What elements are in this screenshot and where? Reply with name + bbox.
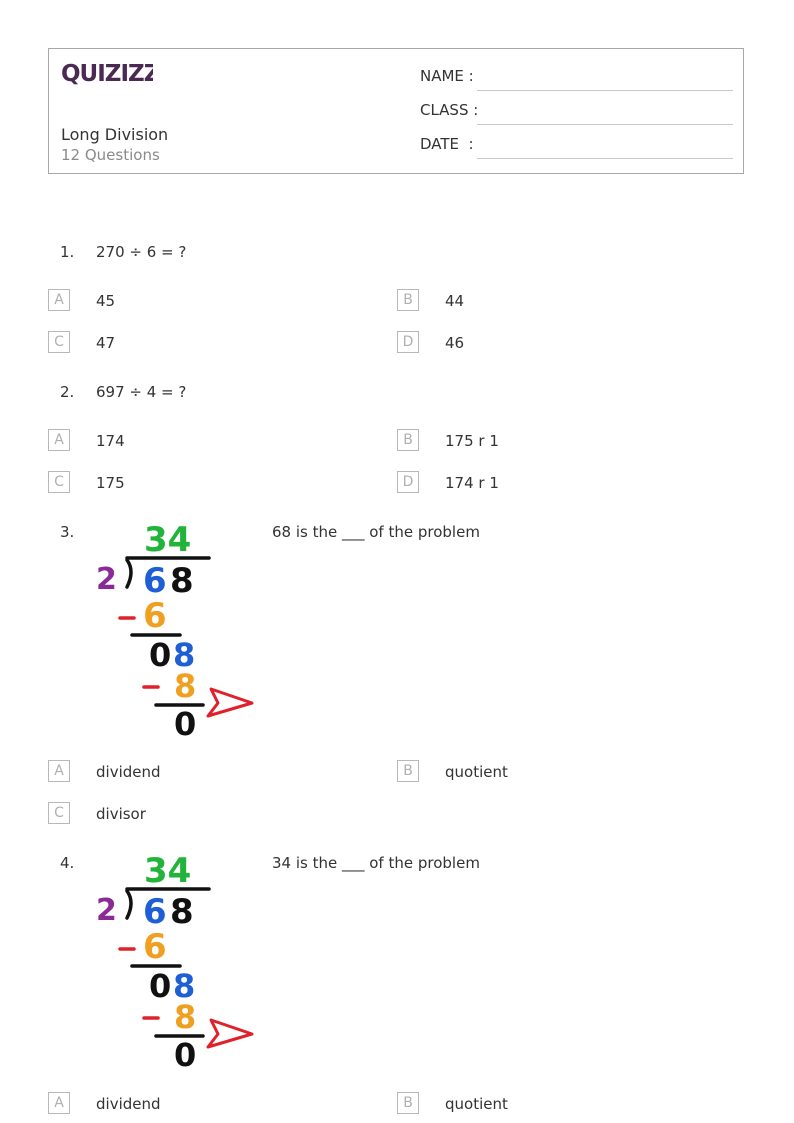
quizizz-logo [61,59,153,91]
svg-text:QUIZIZZ: QUIZIZZ [61,61,153,87]
name-label: NAME : [420,67,474,85]
long-division-image [94,846,259,1075]
quotient-digits: 34 [144,851,192,891]
option-text[interactable]: 47 [96,334,116,352]
option-text[interactable]: 175 r 1 [445,432,499,450]
class-label: CLASS : [420,101,479,119]
date-line[interactable] [477,158,733,159]
arrow-icon [208,689,252,716]
worksheet-title: Long Division [61,125,169,144]
option-text[interactable]: divisor [96,805,146,823]
quotient-digits: 34 [144,520,192,560]
option-letter[interactable]: B [397,1092,419,1114]
option-text[interactable]: dividend [96,763,161,781]
division-bracket [127,891,131,918]
option-text[interactable]: 175 [96,474,125,492]
question-text: 270 ÷ 6 = ? [96,243,187,261]
remainder-8: 8 [173,636,196,674]
subtract-digit: 6 [143,596,167,636]
division-bracket [127,560,131,587]
option-letter[interactable]: A [48,1092,70,1114]
class-field[interactable] [420,101,733,125]
option-letter[interactable]: B [397,289,419,311]
date-label: DATE : [420,135,474,153]
name-field[interactable] [420,67,733,91]
option-letter[interactable]: B [397,429,419,451]
class-line[interactable] [477,124,733,125]
dividend-digit-8: 8 [170,561,194,601]
remainder-8: 8 [173,967,196,1005]
option-text[interactable]: 174 [96,432,125,450]
long-division-image [94,515,259,744]
question-number: 3. [60,523,75,541]
option-text[interactable]: 44 [445,292,465,310]
dividend-digit-8: 8 [170,892,194,932]
question-text: 34 is the ___ of the problem [272,854,480,872]
worksheet-header [48,48,744,174]
date-field[interactable] [420,135,733,159]
question-count: 12 Questions [61,146,160,164]
divisor-digit: 2 [96,562,117,597]
option-letter[interactable]: B [397,760,419,782]
final-remainder: 0 [174,1036,197,1071]
divisor-digit: 2 [96,893,117,928]
dividend-digit-6: 6 [143,561,167,601]
question-number: 2. [60,383,75,401]
question-number: 1. [60,243,75,261]
subtract-digit: 8 [174,667,197,705]
option-letter[interactable]: D [397,331,419,353]
option-letter[interactable]: A [48,289,70,311]
option-letter[interactable]: A [48,429,70,451]
option-text[interactable]: 45 [96,292,116,310]
arrow-icon [208,1020,252,1047]
option-text[interactable]: 46 [445,334,465,352]
option-letter[interactable]: A [48,760,70,782]
option-letter[interactable]: D [397,471,419,493]
option-text[interactable]: quotient [445,763,508,781]
option-text[interactable]: quotient [445,1095,508,1113]
subtract-digit: 6 [143,927,167,967]
question-text: 697 ÷ 4 = ? [96,383,187,401]
remainder-0: 0 [149,967,172,1005]
question-text: 68 is the ___ of the problem [272,523,480,541]
question-number: 4. [60,854,75,872]
option-letter[interactable]: C [48,331,70,353]
remainder-0: 0 [149,636,172,674]
option-text[interactable]: 174 r 1 [445,474,499,492]
option-letter[interactable]: C [48,802,70,824]
option-text[interactable]: dividend [96,1095,161,1113]
subtract-digit: 8 [174,998,197,1036]
name-line[interactable] [477,90,733,91]
option-letter[interactable]: C [48,471,70,493]
dividend-digit-6: 6 [143,892,167,932]
final-remainder: 0 [174,705,197,740]
